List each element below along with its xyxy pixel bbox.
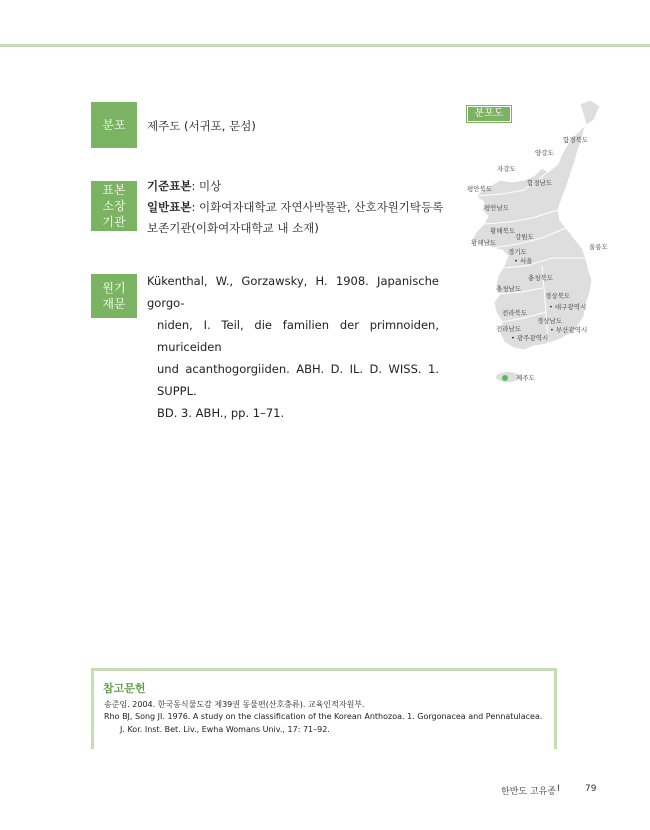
region-gyeonggi: 경기도 (508, 248, 527, 256)
region-jagang: 자강도 (497, 165, 516, 173)
region-busan: • 부산광역시 (550, 326, 588, 334)
region-jeju: 제주도 (516, 374, 535, 382)
region-gangwon: 강원도 (515, 233, 534, 241)
region-jeonnam: 전라남도 (496, 325, 522, 333)
type-specimen-value: : 미상 (191, 179, 222, 193)
page-number: 79 (585, 784, 597, 794)
reference-2-cont: J. Kor. Inst. Bet. Liv., Ewha Womans Univ., 17: 71–92. (120, 725, 330, 734)
general-specimen-label: 일반표본 (147, 200, 192, 214)
region-seoul: • 서울 (514, 257, 533, 265)
region-hamgyeongnam: 함경남도 (527, 179, 553, 187)
region-pyeongannam: 평안남도 (484, 204, 510, 212)
type-specimen-label: 기준표본 (147, 179, 192, 193)
region-jeonbuk: 전라북도 (502, 309, 528, 317)
region-gyeongnam: 경상남도 (537, 317, 563, 325)
original-text (147, 270, 439, 424)
distribution-label: 분포 (91, 102, 137, 148)
original-label: 원기 재문 (91, 274, 137, 318)
original-line-2: niden, I. Teil, die familien der primnoiden, muriceiden (157, 318, 439, 354)
footer-book-title: 한반도 고유종 (501, 787, 557, 797)
region-ulleung: 울릉도 (589, 243, 608, 251)
original-line-4: BD. 3. ABH., pp. 1–71. (157, 406, 285, 420)
map-badge: 분포도 (467, 106, 511, 122)
specimen-label: 표본 소장 기관 (91, 181, 137, 231)
specimen-text (147, 176, 443, 239)
footer-separator: I (557, 784, 560, 794)
region-yanggang: 양강도 (535, 149, 554, 157)
region-daegu: • 대구광역시 (549, 303, 587, 311)
distribution-text: 제주도 (서귀포, 문섬) (147, 119, 256, 133)
region-hamgyeongbuk: 함경북도 (563, 136, 589, 144)
original-line-1: Kükenthal, W., Gorzawsky, H. 1908. Japanische gorgo- (147, 274, 439, 310)
general-specimen-value: : 이화여자대학교 자연사박물관, 산호자원기탁등록 (191, 200, 444, 214)
top-rule (0, 44, 650, 47)
reference-2: Rho BJ, Song JI. 1976. A study on the classification of the Korean Anthozoa. 1. Gorgonacea and Pennatulacea. (104, 712, 543, 721)
region-hwanghaebuk: 황해북도 (490, 227, 516, 235)
region-pyeonganbuk: 평안북도 (467, 185, 493, 193)
region-gwangju: • 광주광역시 (511, 334, 549, 342)
region-gyeongbuk: 경상북도 (545, 292, 571, 300)
region-hwanghaenam: 황해남도 (471, 239, 497, 247)
general-specimen-value-cont: 보존기관(이화여자대학교 내 소재) (147, 221, 319, 235)
region-chungnam: 충청남도 (496, 285, 522, 293)
references-title: 참고문헌 (103, 682, 146, 695)
reference-1: 송준임. 2004. 한국동식물도감 제39권 동물편(산호충류). 교육인적자원부. (104, 700, 365, 709)
region-chungbuk: 충청북도 (528, 274, 554, 282)
original-line-3: und acanthogorgiiden. ABH. D. IL. D. WISS. 1. SUPPL. (157, 362, 439, 398)
